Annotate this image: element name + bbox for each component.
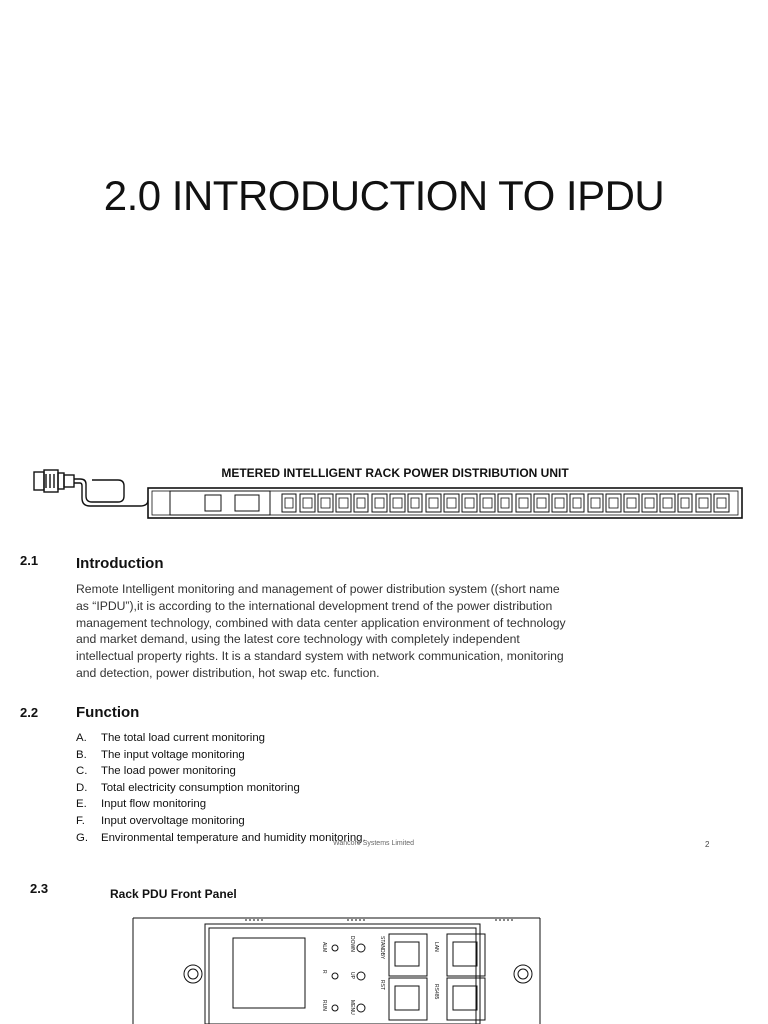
paragraph-line: intellectual property rights. It is a standard system with network communication, monitoring bbox=[76, 649, 564, 664]
list-item bbox=[76, 830, 366, 847]
pdu-caption: METERED INTELLIGENT RACK POWER DISTRIBUTION UNIT bbox=[221, 466, 569, 480]
list-item bbox=[76, 813, 366, 830]
list-item bbox=[76, 730, 366, 747]
list-letter: A. bbox=[76, 732, 87, 744]
list-text: Environmental temperature and humidity monitoring. bbox=[101, 831, 366, 844]
list-letter: D. bbox=[76, 781, 88, 794]
run-label: RUN bbox=[321, 1000, 327, 1011]
paragraph-line: and detection, power distribution, hot swap etc. function. bbox=[76, 665, 380, 680]
power-plug-icon bbox=[34, 470, 148, 506]
r-label: R bbox=[321, 970, 327, 974]
introduction-paragraph bbox=[76, 581, 646, 682]
list-text: The load power monitoring bbox=[101, 765, 236, 778]
section-number: 2.3 bbox=[30, 881, 49, 896]
list-text: Input overvoltage monitoring bbox=[101, 814, 245, 827]
page-title: 2.0 INTRODUCTION TO IPDU bbox=[103, 172, 665, 219]
standby-label: STANDBY bbox=[379, 936, 385, 960]
paragraph-line: and market demand, using the latest core technology with completely independent bbox=[76, 632, 520, 647]
list-letter: B. bbox=[76, 748, 87, 761]
function-list bbox=[76, 730, 366, 846]
down-label: DOWN bbox=[349, 936, 355, 952]
list-text: Input flow monitoring bbox=[101, 798, 207, 811]
footer-company: Wancore Systems Limited bbox=[333, 840, 415, 847]
paragraph-line: Remote Intelligent monitoring and management of power distribution system ((short name bbox=[76, 582, 560, 596]
section-number: 2.2 bbox=[20, 705, 39, 720]
lan-label: LAN bbox=[433, 942, 439, 952]
section-title: Rack PDU Front Panel bbox=[110, 887, 237, 901]
section-number: 2.1 bbox=[20, 553, 39, 568]
list-letter: F. bbox=[76, 814, 85, 827]
list-text: The input voltage monitoring bbox=[101, 748, 245, 761]
list-letter: E. bbox=[76, 798, 87, 811]
list-item bbox=[76, 747, 366, 764]
rst-label: RST bbox=[379, 980, 385, 990]
front-panel-illustration bbox=[125, 912, 565, 1024]
list-item bbox=[76, 796, 366, 813]
list-text: Total electricity consumption monitoring bbox=[101, 781, 300, 794]
list-letter: C. bbox=[76, 765, 88, 778]
list-letter: G. bbox=[76, 831, 89, 844]
page-number: 2 bbox=[705, 840, 710, 849]
alm-label: ALM bbox=[321, 942, 327, 953]
list-item bbox=[76, 780, 366, 797]
menu-label: MENU bbox=[349, 1000, 355, 1015]
paragraph-line: as “IPDU”),it is according to the international development trend of the power distribution bbox=[76, 598, 553, 613]
section-title: Function bbox=[76, 704, 140, 721]
rs485-label: RS485 bbox=[433, 984, 439, 1000]
paragraph-line: management technology, combined with data center application environment of technology bbox=[76, 615, 566, 630]
list-text: The total load current monitoring bbox=[101, 732, 265, 744]
list-item bbox=[76, 763, 366, 780]
up-label: UP bbox=[349, 972, 355, 979]
section-title: Introduction bbox=[76, 555, 164, 572]
